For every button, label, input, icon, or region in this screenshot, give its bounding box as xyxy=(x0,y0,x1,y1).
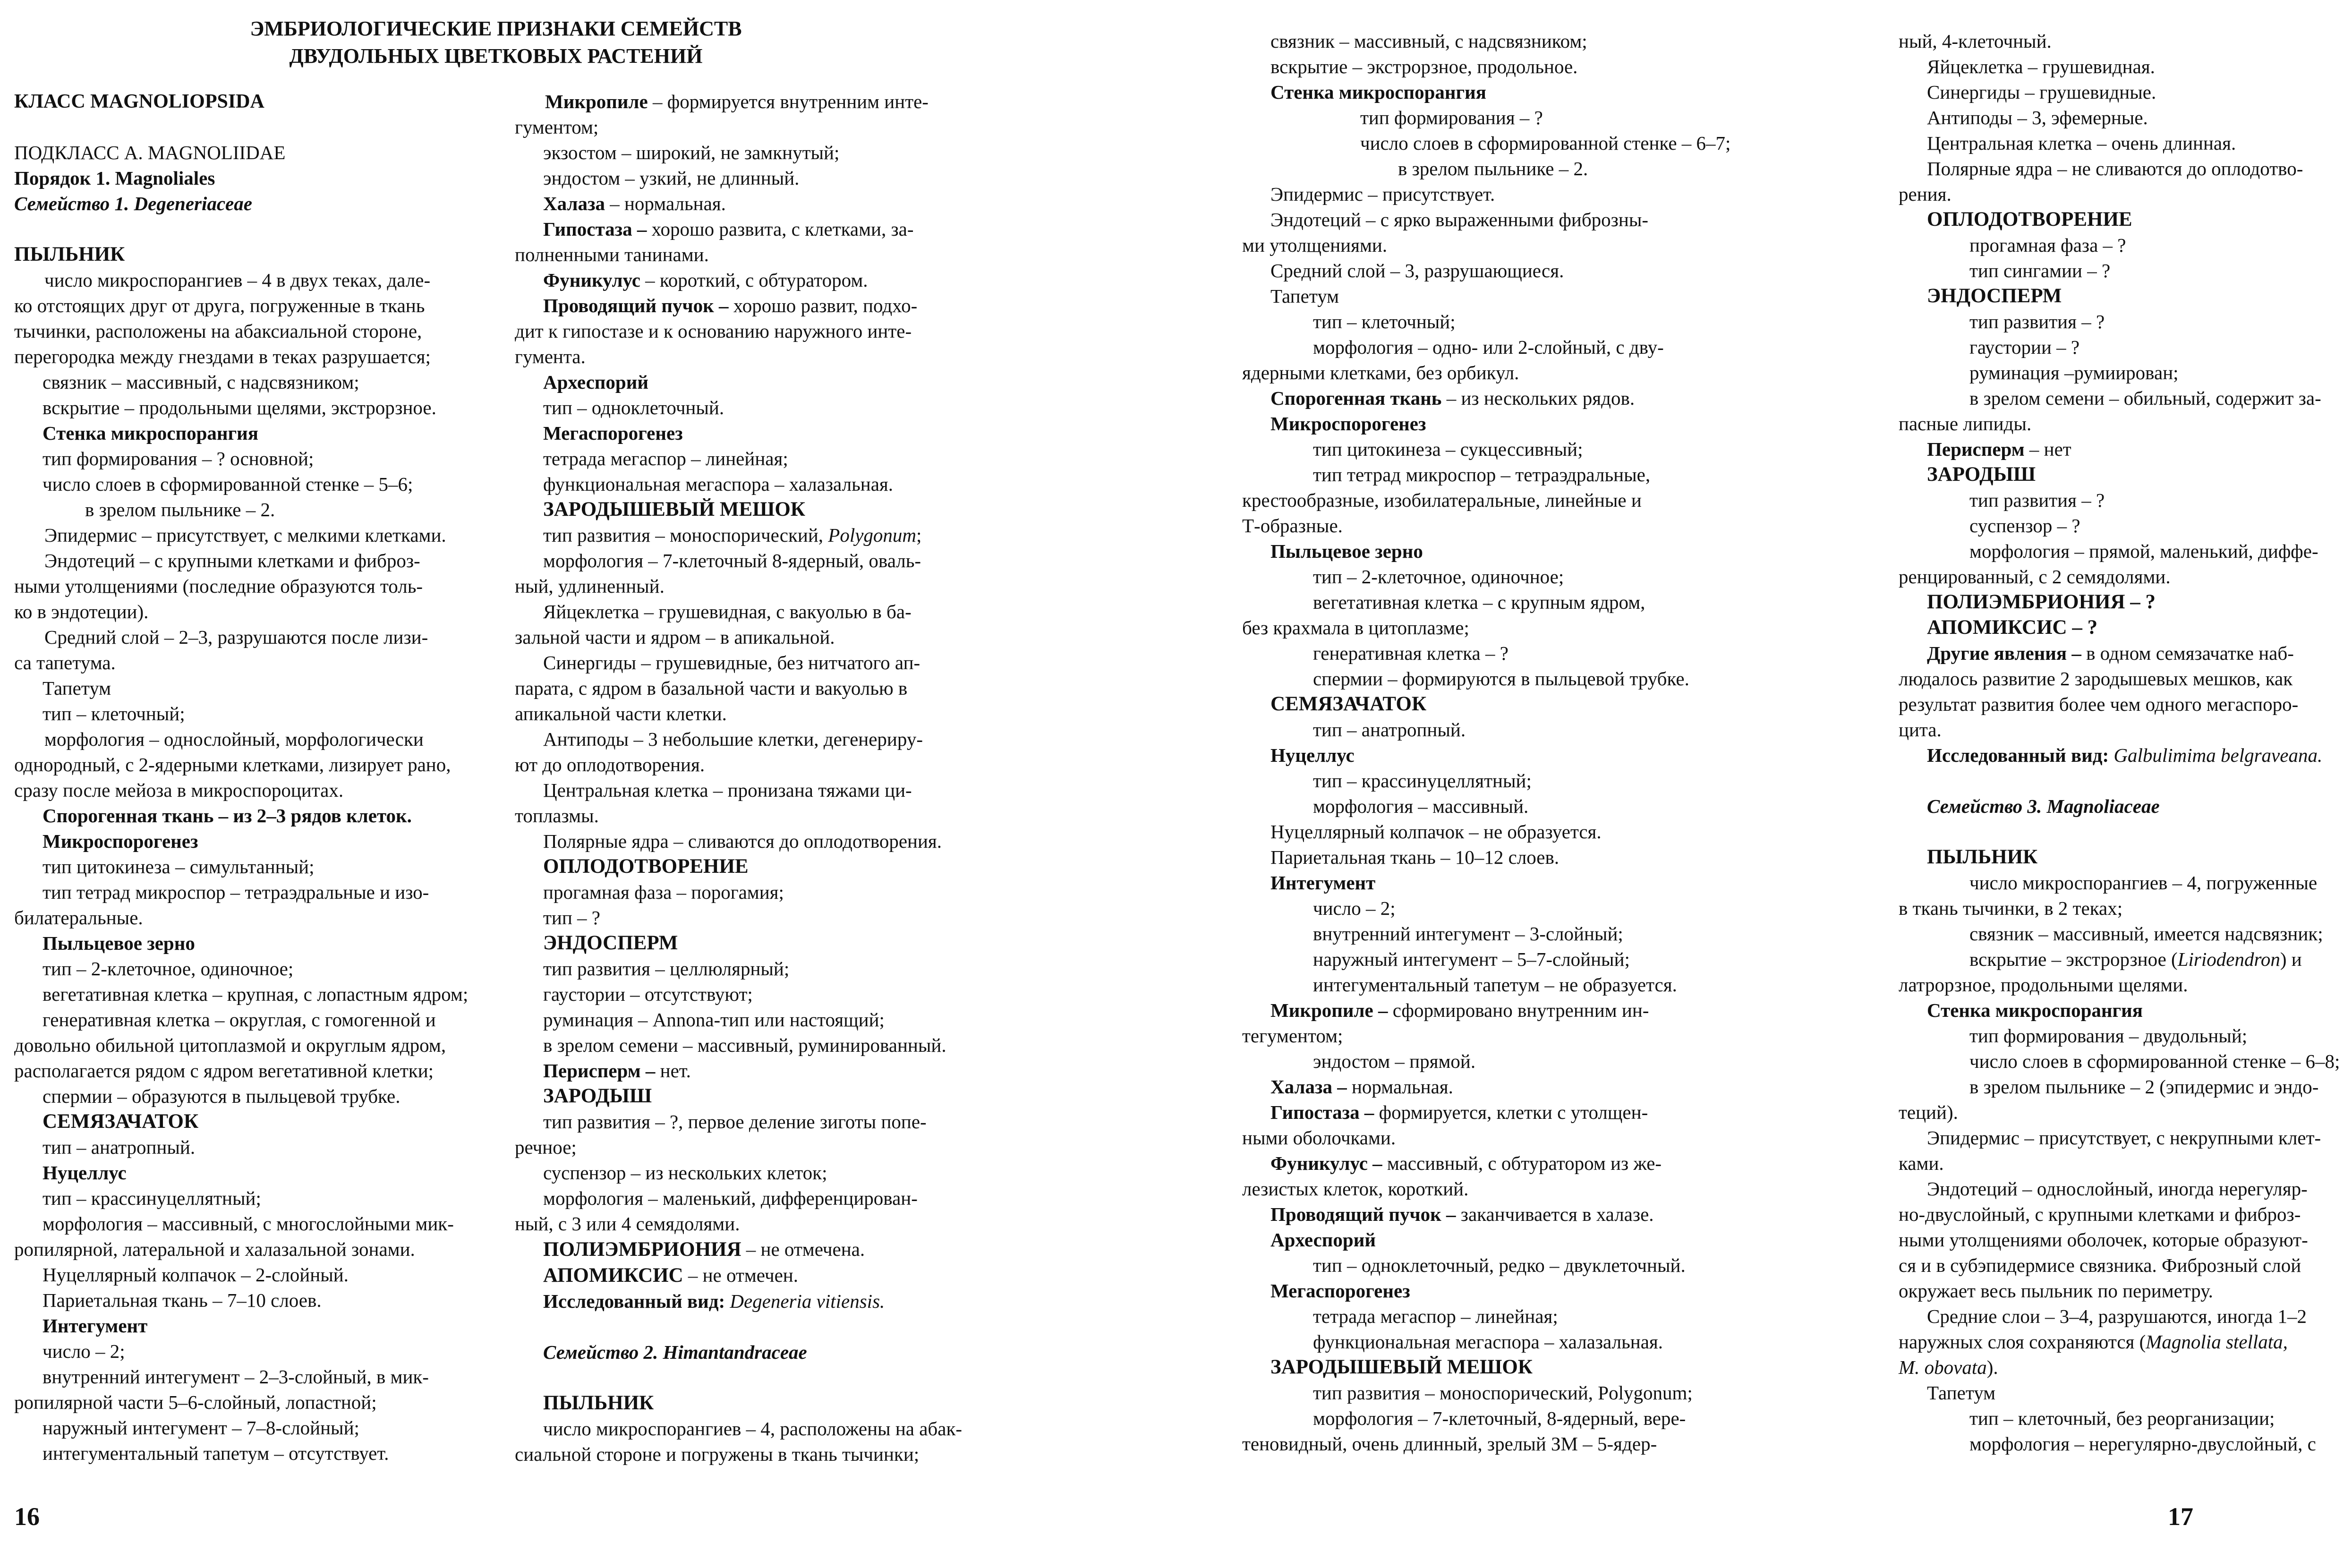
section-heading: ЗАРОДЫШЕВЫЙ МЕШОК xyxy=(1270,1356,1533,1378)
text-line: ся и в субэпидермисе связника. Фиброзный слой xyxy=(1899,1254,2301,1276)
text-line: интегументальный тапетум – не образуется. xyxy=(1313,974,1677,996)
text-line: число микроспорангиев – 4 в двух теках, дале- xyxy=(44,269,431,291)
text-line: Эпидермис – присутствует, с мелкими клетками. xyxy=(44,524,446,546)
text-line: тип – клеточный; xyxy=(43,703,185,724)
text-line: людалось развитие 2 зародышевых мешков, как xyxy=(1899,668,2293,690)
text-line: морфология – массивный. xyxy=(1313,795,1529,817)
text-line: перегородка между гнездами в теках разрушается; xyxy=(14,346,431,367)
term: Перисперм – xyxy=(543,1060,656,1082)
text-line: генеративная клетка – ? xyxy=(1313,642,1508,664)
term: Проводящий пучок – xyxy=(543,295,729,316)
text-line: тип – клеточный; xyxy=(1313,311,1456,332)
term: АПОМИКСИС xyxy=(543,1264,683,1287)
text-line: вскрытие – экстрорзное (Liriodendron) и xyxy=(1969,948,2302,970)
text-line: прогамная фаза – порогамия; xyxy=(543,881,784,903)
text-line: тип развития – ?, первое деление зиготы попе- xyxy=(543,1111,927,1133)
text-line: ный, 4-клеточный. xyxy=(1899,30,2052,52)
title-line-1: ЭМБРИОЛОГИЧЕСКИЕ ПРИЗНАКИ СЕМЕЙСТВ xyxy=(250,17,742,40)
text-line: Полярные ядра – не сливаются до оплодотво- xyxy=(1927,158,2303,179)
text-line: морфология – 7-клеточный 8-ядерный, оваль- xyxy=(543,550,921,571)
text-line: число слоев в сформированной стенке – 5–6; xyxy=(43,473,413,495)
text-line: Яйцеклетка – грушевидная. xyxy=(1927,56,2155,77)
text-line: M. obovata). xyxy=(1899,1356,1998,1378)
text-line: в зрелом пыльнике – 2 (эпидермис и эндо- xyxy=(1969,1076,2319,1098)
text-line: Эпидермис – присутствует, с некрупными клет- xyxy=(1927,1127,2321,1149)
text-line: тип формирования – двудольный; xyxy=(1969,1025,2248,1047)
text-line: тип – одноклеточный. xyxy=(543,397,724,418)
text-line: тип – клеточный, без реорганизации; xyxy=(1969,1407,2275,1429)
text-line: тип развития – ? xyxy=(1969,311,2105,332)
text-line: тип – 2-клеточное, одиночное; xyxy=(43,958,294,980)
text-line: Антиподы – 3 небольшие клетки, дегенериру- xyxy=(543,728,923,750)
text-line: морфология – массивный, с многослойными мик- xyxy=(43,1213,454,1235)
text-line: полненными танинами. xyxy=(515,244,709,265)
text-line: тип развития – целлюлярный; xyxy=(543,958,790,980)
section-heading: АПОМИКСИС – ? xyxy=(1927,616,2098,639)
text-line: внутренний интегумент – 2–3-слойный, в мик- xyxy=(43,1366,429,1388)
page-number: 16 xyxy=(14,1502,40,1531)
text-line: тип цитокинеза – сукцессивный; xyxy=(1313,438,1583,460)
text-line: Полярные ядра – сливаются до оплодотворения. xyxy=(543,830,942,852)
text-line: ми утолщениями. xyxy=(1242,234,1388,256)
text-line: суспензор – из нескольких клеток; xyxy=(543,1162,827,1184)
section-heading: ЗАРОДЫШ xyxy=(1927,463,2036,486)
text-line: тип – крассинуцеллятный; xyxy=(1313,770,1532,792)
text-line: пасные липиды. xyxy=(1899,413,2032,435)
text-line: генеративная клетка – округлая, с гомогенной и xyxy=(43,1009,436,1031)
subheading: Стенка микроспорангия xyxy=(1270,81,1486,103)
text-line: число слоев в сформированной стенке – 6–8; xyxy=(1969,1050,2340,1072)
text-line: теций). xyxy=(1899,1101,1958,1123)
page-number: 17 xyxy=(2168,1502,2193,1531)
section-heading: ОПЛОДОТВОРЕНИЕ xyxy=(1927,208,2132,230)
text-line: число слоев в сформированной стенке – 6–7; xyxy=(1360,132,1731,154)
text-line: довольно обильной цитоплазмой и округлым ядром, xyxy=(14,1034,446,1056)
text-line: Халаза – нормальная. xyxy=(543,193,726,214)
text-line: парата, с ядром в базальной части и вакуолью в xyxy=(515,677,908,699)
text-line: ядерными клетками, без орбикул. xyxy=(1242,362,1519,383)
term: Перисперм xyxy=(1927,438,2025,460)
order-heading: Порядок 1. Magnoliales xyxy=(14,167,215,189)
section-heading: СЕМЯЗАЧАТОК xyxy=(43,1110,199,1133)
text-line: сиальной стороне и погружены в ткань тычинки; xyxy=(515,1443,920,1465)
text-line: в ткань тычинки, в 2 теках; xyxy=(1899,897,2123,919)
text-line: Халаза – нормальная. xyxy=(1270,1076,1453,1098)
class-heading: КЛАСС MAGNOLIOPSIDA xyxy=(14,91,264,112)
text-line: прогамная фаза – ? xyxy=(1969,234,2126,256)
text-line: крестообразные, изобилатеральные, линейные и xyxy=(1242,489,1642,511)
text-line: тип – анатропный. xyxy=(43,1136,196,1158)
text-line: интегументальный тапетум – отсутствует. xyxy=(43,1442,389,1464)
text-line: морфология – одно- или 2-слойный, с дву- xyxy=(1313,336,1664,358)
text-line: вскрытие – экстрорзное, продольное. xyxy=(1270,56,1578,77)
text-line: число – 2; xyxy=(1313,897,1396,919)
text-line: речное; xyxy=(515,1136,577,1158)
text-line: однородный, с 2-ядерными клетками, лизирует рано, xyxy=(14,754,451,775)
text-line: в зрелом семени – обильный, содержит за- xyxy=(1969,387,2321,409)
text-line: морфология – однослойный, морфологически xyxy=(44,728,424,750)
section-heading: ПЫЛЬНИК xyxy=(14,243,125,265)
subheading: Пыльцевое зерно xyxy=(43,932,195,954)
text-line: морфология – маленький, дифференцирован- xyxy=(543,1187,918,1209)
text-line: Эпидермис – присутствует. xyxy=(1270,183,1495,205)
text-line: ными утолщениями (последние образуются толь- xyxy=(14,575,423,597)
text-line: Т-образные. xyxy=(1242,515,1343,537)
text-line: Гипостаза – формируется, клетки с утолщен- xyxy=(1270,1101,1648,1123)
text-line: наружных слоя сохраняются (Magnolia stellata, xyxy=(1899,1331,2288,1353)
text-line: ный, удлиненный. xyxy=(515,575,665,597)
text-line: ко в эндотеции). xyxy=(14,601,149,622)
text-line: билатеральные. xyxy=(14,907,143,929)
subheading: Интегумент xyxy=(43,1315,148,1337)
text-line: дит к гипостазе и к основанию наружного инте- xyxy=(515,320,912,342)
text-line: теновидный, очень длинный, зрелый ЗМ – 5-ядер- xyxy=(1242,1433,1657,1455)
text-line: тип развития – ? xyxy=(1969,489,2105,511)
text-line: Проводящий пучок – хорошо развит, подхо- xyxy=(543,295,918,316)
section-heading: ЭНДОСПЕРМ xyxy=(543,932,678,954)
subheading: Микроспорогенез xyxy=(43,830,198,852)
subheading: Интегумент xyxy=(1270,872,1376,894)
text-line: внутренний интегумент – 3-слойный; xyxy=(1313,923,1623,945)
term: Фуникулус xyxy=(543,269,640,291)
text-line: тычинки, расположены на абаксиальной стороне, xyxy=(14,320,422,342)
subheading: Спорогенная ткань – из 2–3 рядов клеток. xyxy=(43,805,412,827)
term: Халаза – xyxy=(1270,1076,1347,1098)
left-page xyxy=(0,0,1100,1568)
text-line: ют до оплодотворения. xyxy=(515,754,705,775)
text-line: ропилярной, латеральной и халазальной зонами. xyxy=(14,1238,415,1260)
text-line: в зрелом пыльнике – 2. xyxy=(85,499,275,520)
text-line: функциональная мегаспора – халазальная. xyxy=(543,473,894,495)
text-line: ко отстоящих друг от друга, погруженные в ткань xyxy=(14,295,425,316)
text-line: Микропиле – формируется внутренним инте- xyxy=(545,91,929,112)
text-line: топлазмы. xyxy=(515,805,599,827)
text-line: тип – 2-клеточное, одиночное; xyxy=(1313,566,1564,588)
text-line: экзостом – широкий, не замкнутый; xyxy=(543,142,840,163)
text-line: ный, с 3 или 4 семядолями. xyxy=(515,1213,740,1235)
subheading: Археспорий xyxy=(543,371,648,393)
text-line: результат развития более чем одного мегаспоро- xyxy=(1899,693,2299,715)
text-line: связник – массивный, имеется надсвязник; xyxy=(1969,923,2323,945)
term: Микропиле xyxy=(545,91,648,112)
text-line: эндостом – узкий, не длинный. xyxy=(543,167,800,189)
text-line: Средний слой – 2–3, разрушаются после лизи- xyxy=(44,626,428,648)
text-line: ными оболочками. xyxy=(1242,1127,1396,1149)
text-line: связник – массивный, с надсвязником; xyxy=(1270,30,1587,52)
right-column-1 xyxy=(1242,28,1870,1457)
text-line: функциональная мегаспора – халазальная. xyxy=(1313,1331,1663,1353)
section-heading: ЗАРОДЫШЕВЫЙ МЕШОК xyxy=(543,498,805,520)
subheading: Тапетум xyxy=(1927,1382,1996,1404)
text-line: тетрада мегаспор – линейная; xyxy=(1313,1305,1558,1327)
text-line: тегументом; xyxy=(1242,1025,1343,1047)
text-line: ПОЛИЭМБРИОНИЯ – не отмечена. xyxy=(543,1238,865,1261)
text-line: суспензор – ? xyxy=(1969,515,2080,537)
text-line: вегетативная клетка – с крупным ядром, xyxy=(1313,591,1645,613)
text-line: тип – крассинуцеллятный; xyxy=(43,1187,261,1209)
text-line: цита. xyxy=(1899,719,1942,741)
text-line: тип – анатропный. xyxy=(1313,719,1466,741)
text-line: тип развития – моноспорический, Polygonum; xyxy=(1313,1382,1693,1404)
subheading: Мегаспорогенез xyxy=(543,422,683,444)
text-line: без крахмала в цитоплазме; xyxy=(1242,617,1469,639)
text-line: в зрелом пыльнике – 2. xyxy=(1398,158,1588,179)
subheading: Нуцеллус xyxy=(1270,744,1355,766)
term: Гипостаза – xyxy=(1270,1101,1374,1123)
text-line: Микропиле – сформировано внутренним ин- xyxy=(1270,999,1649,1021)
text-line: Перисперм – нет xyxy=(1927,438,2071,460)
text-line: гумента. xyxy=(515,346,586,367)
text-line: тип формирования – ? xyxy=(1360,107,1543,128)
text-line: латрорзное, продольными щелями. xyxy=(1899,974,2188,996)
subheading: Мегаспорогенез xyxy=(1270,1280,1410,1302)
text-line: тип цитокинеза – симультанный; xyxy=(43,856,315,878)
subheading: Микроспорогенез xyxy=(1270,413,1426,435)
text-line: наружный интегумент – 7–8-слойный; xyxy=(43,1417,359,1439)
text-line: апикальной части клетки. xyxy=(515,703,727,724)
family-heading: Семейство 1. Degeneriaceae xyxy=(14,193,252,214)
text-line: Эндотеций – с крупными клетками и фиброз- xyxy=(44,550,420,571)
text-line: Проводящий пучок – заканчивается в халазе. xyxy=(1270,1203,1654,1225)
text-line: спермии – образуются в пыльцевой трубке. xyxy=(43,1085,401,1107)
text-line: число микроспорангиев – 4, погруженные xyxy=(1969,872,2318,894)
subheading: Тапетум xyxy=(1270,285,1339,307)
subheading: Нуцеллус xyxy=(43,1162,127,1184)
text-line: Париетальная ткань – 7–10 слоев. xyxy=(43,1289,322,1311)
text-line: в зрелом семени – массивный, руминированный. xyxy=(543,1034,946,1056)
text-line: эндостом – прямой. xyxy=(1313,1050,1476,1072)
text-line: морфология – нерегулярно-двуслойный, с xyxy=(1969,1433,2316,1455)
text-line: Исследованный вид: Degeneria vitiensis. xyxy=(543,1290,885,1312)
text-line: АПОМИКСИС – не отмечен. xyxy=(543,1264,798,1287)
text-line: са тапетума. xyxy=(14,652,116,673)
term: ПОЛИЭМБРИОНИЯ xyxy=(543,1238,741,1261)
page-title xyxy=(236,15,756,70)
subheading: Стенка микроспорангия xyxy=(43,422,258,444)
text-line: Эндотеций – с ярко выраженными фиброзны- xyxy=(1270,209,1649,230)
text-line: спермии – формируются в пыльцевой трубке. xyxy=(1313,668,1689,690)
family-heading: Семейство 2. Himantandraceae xyxy=(543,1341,807,1363)
subheading: Археспорий xyxy=(1270,1229,1376,1251)
text-line: Нуцеллярный колпачок – не образуется. xyxy=(1270,821,1602,843)
right-column-2 xyxy=(1899,28,2352,1457)
title-line-2: ДВУДОЛЬНЫХ ЦВЕТКОВЫХ РАСТЕНИЙ xyxy=(289,44,703,68)
text-line: руминация –румиирован; xyxy=(1969,362,2179,383)
section-heading: ПОЛИЭМБРИОНИЯ – ? xyxy=(1927,591,2156,613)
subclass-heading: ПОДКЛАСС А. MAGNOLIIDAE xyxy=(14,142,286,163)
text-line: Нуцеллярный колпачок – 2-слойный. xyxy=(43,1264,349,1286)
term: Фуникулус – xyxy=(1270,1152,1382,1174)
text-line: тетрада мегаспор – линейная; xyxy=(543,448,788,469)
text-line: Париетальная ткань – 10–12 слоев. xyxy=(1270,846,1559,868)
text-line: морфология – 7-клеточный, 8-ядерный, вере- xyxy=(1313,1407,1686,1429)
text-line: Центральная клетка – пронизана тяжами ци- xyxy=(543,779,912,801)
text-line: Яйцеклетка – грушевидная, с вакуолью в ба- xyxy=(543,601,912,622)
text-line: ками. xyxy=(1899,1152,1944,1174)
text-line: тип развития – моноспорический, Polygonum; xyxy=(543,524,922,546)
text-line: Фуникулус – короткий, с обтуратором. xyxy=(543,269,868,291)
text-line: но-двуслойный, с крупными клетками и фиброз- xyxy=(1899,1203,2301,1225)
section-heading: ОПЛОДОТВОРЕНИЕ xyxy=(543,855,749,878)
text-line: Фуникулус – массивный, с обтуратором из же- xyxy=(1270,1152,1662,1174)
text-line: окружает весь пыльник по периметру. xyxy=(1899,1280,2213,1302)
text-line: располагается рядом с ядром вегетативной клетки; xyxy=(14,1060,434,1082)
text-line: связник – массивный, с надсвязником; xyxy=(43,371,359,393)
right-page xyxy=(1100,0,2340,1568)
text-line: ными утолщениями оболочек, которые образуют- xyxy=(1899,1229,2308,1251)
text-line: Средний слой – 3, разрушающиеся. xyxy=(1270,260,1564,281)
text-line: ренцированный, с 2 семядолями. xyxy=(1899,566,2171,588)
text-line: число микроспорангиев – 4, расположены на абак- xyxy=(543,1418,963,1440)
text-line: Гипостаза – хорошо развита, с клетками, за- xyxy=(543,218,914,240)
text-line: Средние слои – 3–4, разрушаются, иногда 1–2 xyxy=(1927,1305,2307,1327)
text-line: тип – ? xyxy=(543,907,600,929)
text-line: Другие явления – в одном семязачатке наб- xyxy=(1927,642,2294,664)
text-line: тип тетрад микроспор – тетраэдральные и изо- xyxy=(43,881,429,903)
text-line: вскрытие – продольными щелями, экстрорзное. xyxy=(43,397,436,418)
subheading: Стенка микроспорангия xyxy=(1927,999,2143,1021)
text-line: морфология – прямой, маленький, диффе- xyxy=(1969,540,2318,562)
text-line: Исследованный вид: Galbulimima belgraveana. xyxy=(1927,744,2323,766)
text-line: наружный интегумент – 5–7-слойный; xyxy=(1313,948,1630,970)
term: Халаза xyxy=(543,193,605,214)
section-heading: ПЫЛЬНИК xyxy=(1927,846,2038,868)
text-line: тип тетрад микроспор – тетраэдральные, xyxy=(1313,464,1651,486)
text-line: Центральная клетка – очень длинная. xyxy=(1927,132,2236,154)
text-line: зальной части и ядром – в апикальной. xyxy=(515,626,835,648)
text-line: тип сингамии – ? xyxy=(1969,260,2111,281)
term: Спорогенная ткань xyxy=(1270,387,1442,409)
text-line: гументом; xyxy=(515,116,599,138)
text-line: Спорогенная ткань – из нескольких рядов. xyxy=(1270,387,1635,409)
text-line: гаустории – отсутствуют; xyxy=(543,983,753,1005)
text-line: лезистых клеток, короткий. xyxy=(1242,1178,1469,1200)
term: Проводящий пучок – xyxy=(1270,1203,1456,1225)
text-line: гаустории – ? xyxy=(1969,336,2080,358)
text-line: тип формирования – ? основной; xyxy=(43,448,314,469)
text-line: Синергиды – грушевидные, без нитчатого ап- xyxy=(543,652,920,673)
text-line: сразу после мейоза в микроспороцитах. xyxy=(14,779,344,801)
term: Другие явления – xyxy=(1927,642,2081,664)
term: Гипостаза – xyxy=(543,218,647,240)
text-line: рения. xyxy=(1899,183,1951,205)
left-column-2 xyxy=(515,89,982,1467)
subheading: Пыльцевое зерно xyxy=(1270,540,1423,562)
text-line: руминация – Annona-тип или настоящий; xyxy=(543,1009,885,1031)
text-line: число – 2; xyxy=(43,1340,125,1362)
text-line: Антиподы – 3, эфемерные. xyxy=(1927,107,2148,128)
left-column-1 xyxy=(14,89,486,1466)
text-line: Эндотеций – однослойный, иногда нерегуляр- xyxy=(1927,1178,2308,1200)
family-heading: Семейство 3. Magnoliaceae xyxy=(1927,795,2160,817)
text-line: ропилярной части 5–6-слойный, лопастной; xyxy=(14,1391,377,1413)
section-heading: ЗАРОДЫШ xyxy=(543,1085,652,1107)
section-heading: ЭНДОСПЕРМ xyxy=(1927,285,2062,307)
section-heading: ПЫЛЬНИК xyxy=(543,1392,654,1414)
section-heading: СЕМЯЗАЧАТОК xyxy=(1270,693,1427,715)
text-line: вегетативная клетка – крупная, с лопастным ядром; xyxy=(43,983,469,1005)
text-line: Перисперм – нет. xyxy=(543,1060,691,1082)
text-line: тип – одноклеточный, редко – двуклеточный. xyxy=(1313,1254,1686,1276)
text-line: Синергиды – грушевидные. xyxy=(1927,81,2156,103)
subheading: Тапетум xyxy=(43,677,111,699)
term: Микропиле – xyxy=(1270,999,1388,1021)
